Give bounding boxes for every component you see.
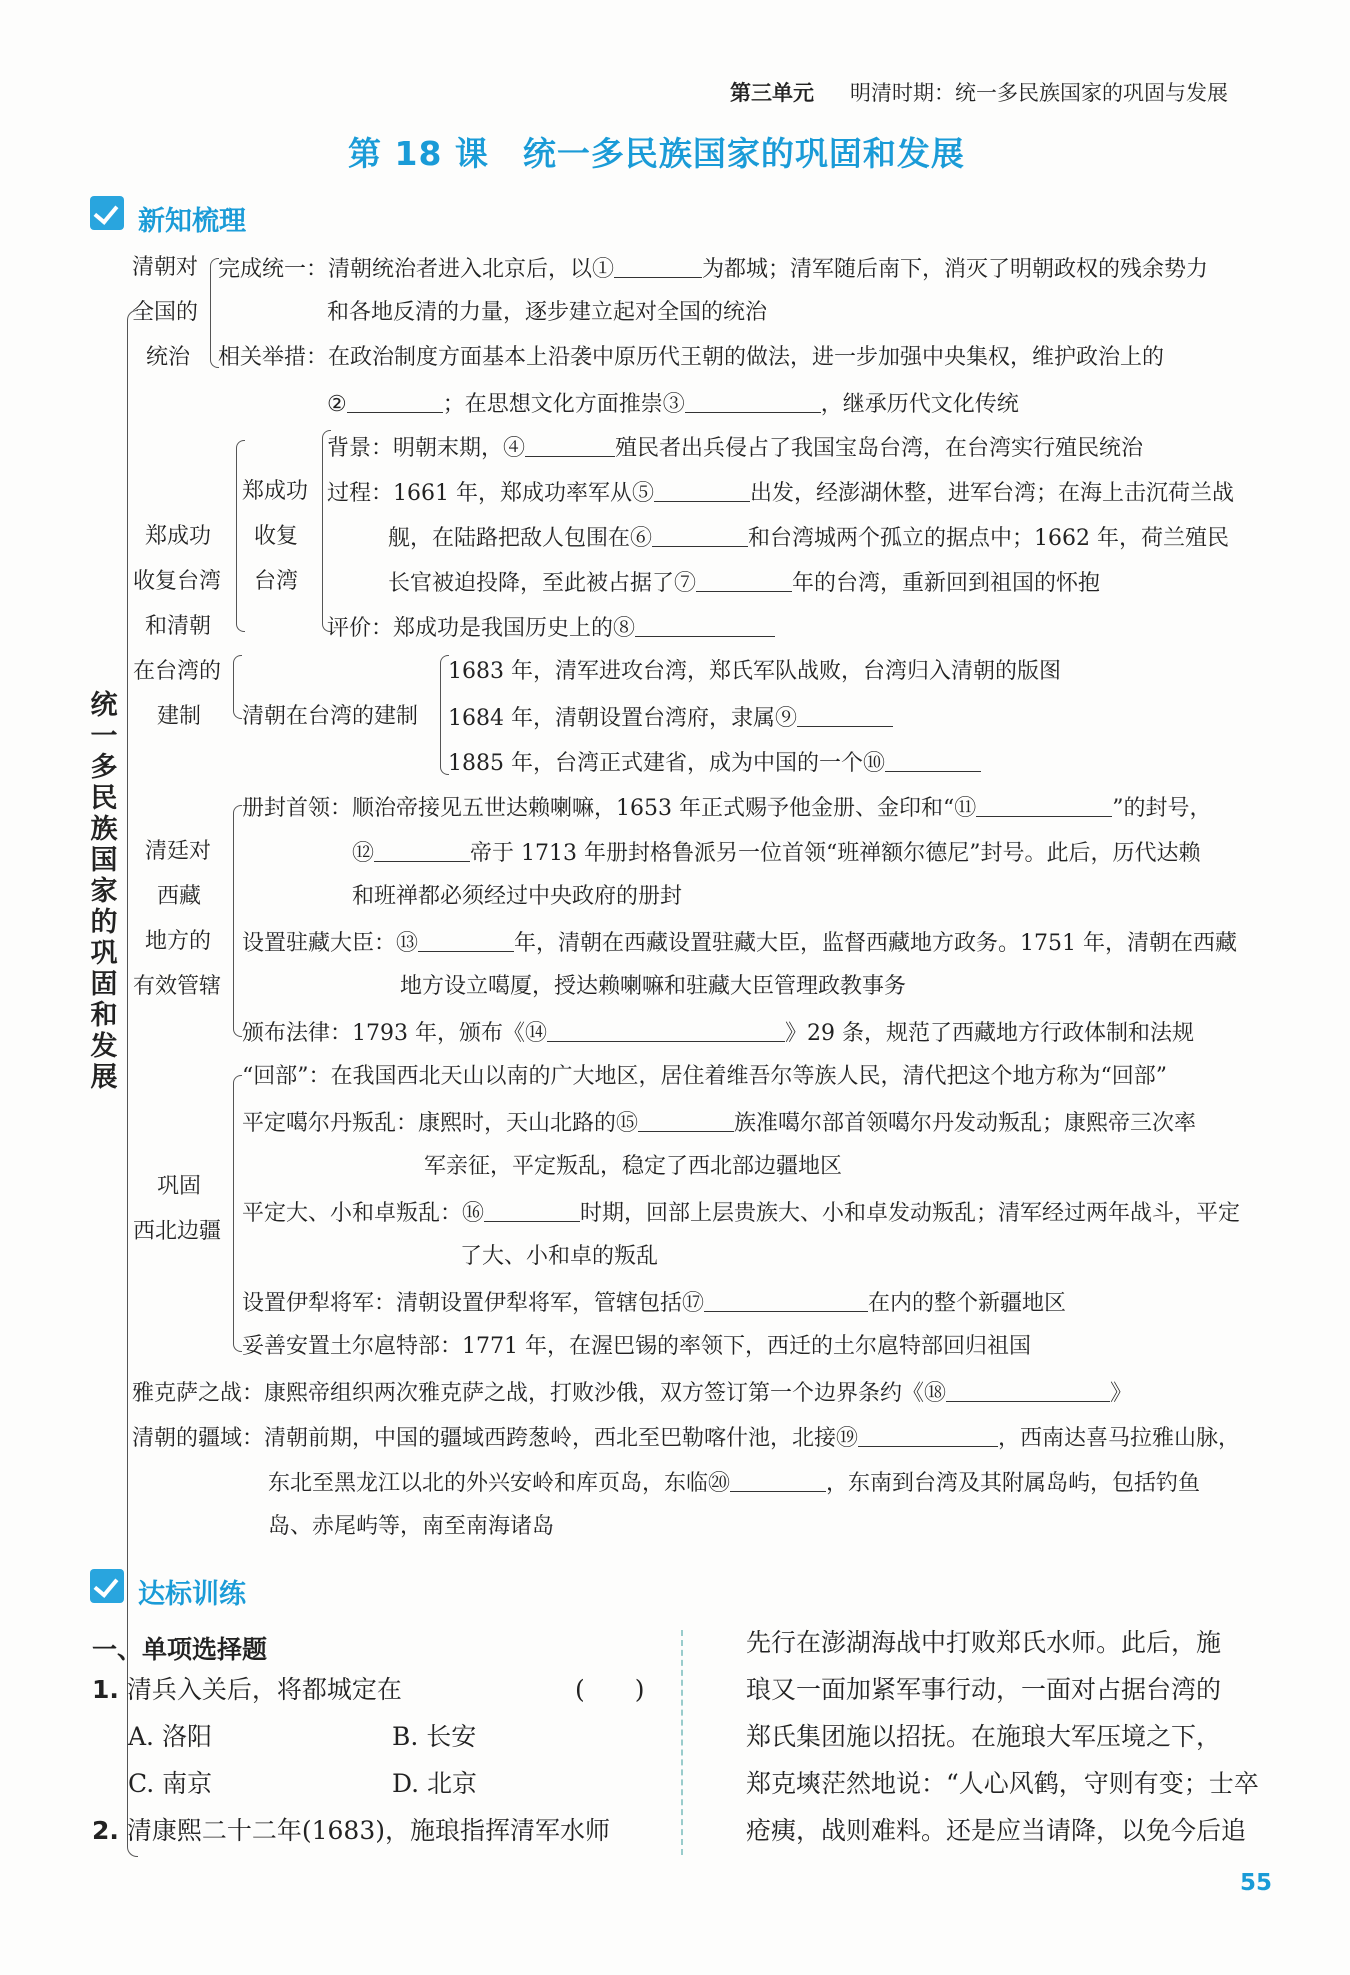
text-line: 郑氏集团施以招抚。在施琅大军压境之下，	[746, 1722, 1222, 1751]
question-2: 2. 清康熙二十二年(1683)，施琅指挥清军水师	[92, 1816, 610, 1845]
line: 背景：明朝末期，④ 殖民者出兵侵占了我国宝岛台湾，在台湾实行殖民统治	[327, 436, 1144, 461]
answer-paren[interactable]: ( )	[575, 1675, 645, 1704]
section-heading-practice: 达标训练	[138, 1579, 246, 1610]
line: 平定大、小和卓叛乱：⑯ 时期，回部上层贵族大、小和卓发动叛乱；清军经过两年战斗，平定	[242, 1201, 1241, 1226]
blank[interactable]	[635, 616, 775, 637]
line: 评价：郑成功是我国历史上的⑧	[327, 616, 775, 640]
line: 和各地反清的力量，逐步建立起对全国的统治	[327, 300, 768, 325]
option-a[interactable]: A. 洛阳	[128, 1722, 212, 1751]
text-line: 先行在澎湖海战中打败郑氏水师。此后，施	[746, 1628, 1222, 1657]
line: 设置驻藏大臣：⑬ 年，清朝在西藏设置驻藏大臣，监督西藏地方政务。1751 年，清朝在西藏	[242, 931, 1237, 956]
label: 在台湾的	[133, 659, 222, 684]
line: 和班禅都必须经过中央政府的册封	[352, 884, 683, 909]
blank[interactable]	[946, 1381, 1110, 1402]
blank[interactable]	[525, 436, 615, 457]
text-line: 琅又一面加紧军事行动，一面对占据台湾的	[746, 1675, 1222, 1704]
line: 雅克萨之战：康熙帝组织两次雅克萨之战，打败沙俄，双方签订第一个边界条约《⑱ 》	[132, 1381, 1133, 1406]
text-line: 疮痍，战则难料。还是应当请降，以免今后追	[746, 1816, 1247, 1845]
line: 东北至黑龙江以北的外兴安岭和库页岛，东临⑳ ，东南到台湾及其附属岛屿，包括钓鱼	[268, 1471, 1201, 1496]
option-c[interactable]: C. 南京	[128, 1769, 213, 1798]
pencil-icon	[90, 1569, 124, 1603]
brace-zheng	[236, 440, 245, 632]
label: 收复	[254, 524, 299, 549]
line: 舰，在陆路把敌人包围在⑥ 和台湾城两个孤立的据点中；1662 年，荷兰殖民	[388, 526, 1229, 551]
blank[interactable]	[418, 931, 514, 952]
unit-label: 第三单元	[730, 81, 814, 105]
blank[interactable]	[484, 1201, 580, 1222]
label: 地方的	[145, 929, 212, 954]
label: 西藏	[157, 884, 202, 909]
line: 岛、赤尾屿等，南至南海诸岛	[268, 1514, 555, 1539]
section-heading-new-knowledge: 新知梳理	[138, 206, 246, 237]
page-number: 55	[1240, 1870, 1273, 1896]
label: 全国的	[132, 300, 199, 325]
label: 有效管辖	[133, 974, 222, 999]
line: 1683 年，清军进攻台湾，郑氏军队战败，台湾归入清朝的版图	[448, 659, 1061, 684]
option-d[interactable]: D. 北京	[392, 1769, 478, 1798]
exercise-heading: 一、单项选择题	[92, 1635, 268, 1664]
line: 设置伊犁将军：清朝设置伊犁将军，管辖包括⑰ 在内的整个新疆地区	[242, 1291, 1067, 1316]
line: 1684 年，清朝设置台湾府，隶属⑨	[448, 706, 893, 730]
brace-taiwan	[233, 655, 242, 719]
blank[interactable]	[654, 481, 750, 502]
text-line: 郑克塽茫然地说：“人心风鹤，守则有变；士卒	[746, 1769, 1259, 1798]
main-brace	[127, 310, 138, 1857]
line: 地方设立噶厦，授达赖喇嘛和驻藏大臣管理政教事务	[400, 974, 907, 999]
label: 郑成功	[145, 524, 212, 549]
unit-subtitle: 明清时期：统一多民族国家的巩固与发展	[850, 81, 1228, 105]
column-divider	[681, 1630, 683, 1855]
blank[interactable]	[652, 526, 748, 547]
line: 完成统一：清朝统治者进入北京后，以① 为都城；清军随后南下，消灭了明朝政权的残余势力	[218, 257, 1209, 282]
line: 了大、小和卓的叛乱	[460, 1244, 659, 1269]
brace-tibet	[233, 805, 242, 1037]
label: 和清朝	[145, 614, 212, 639]
blank[interactable]	[614, 257, 702, 278]
line: “回部”：在我国西北天山以南的广大地区，居住着维吾尔等族人民，清代把这个地方称为“回部”	[242, 1064, 1167, 1089]
blank[interactable]	[547, 1021, 785, 1042]
label: 郑成功	[242, 479, 309, 504]
option-b[interactable]: B. 长安	[392, 1722, 477, 1751]
line: 平定噶尔丹叛乱：康熙时，天山北路的⑮ 族准噶尔部首领噶尔丹发动叛乱；康熙帝三次率	[242, 1111, 1197, 1136]
label: 西北边疆	[133, 1219, 222, 1244]
blank[interactable]	[696, 571, 792, 592]
label: 巩固	[157, 1174, 202, 1199]
line: ⑫ 帝于 1713 年册封格鲁派另一位首领“班禅额尔德尼”封号。此后，历代达赖	[352, 841, 1201, 866]
line: 相关举措：在政治制度方面基本上沿袭中原历代王朝的做法，进一步加强中央集权，维护政治上的	[218, 345, 1165, 370]
line: 过程：1661 年，郑成功率军从⑤ 出发，经澎湖休整，进军台湾；在海上击沉荷兰战	[327, 481, 1234, 506]
page-title: 第 18 课 统一多民族国家的巩固和发展	[348, 134, 965, 173]
blank[interactable]	[885, 751, 981, 772]
label: 建制	[157, 704, 202, 729]
vertical-title: 统一多民族国家的巩固和发展	[90, 690, 118, 1093]
blank[interactable]	[374, 841, 470, 862]
line: 长官被迫投降，至此被占据了⑦ 年的台湾，重新回到祖国的怀抱	[388, 571, 1101, 596]
blank[interactable]	[704, 1291, 868, 1312]
blank[interactable]	[347, 392, 443, 413]
line: 册封首领：顺治帝接见五世达赖喇嘛，1653 年正式赐予他金册、金印和“⑪ ”的封号，	[242, 796, 1212, 821]
brace-xinjiang	[233, 1075, 242, 1352]
line: 军亲征，平定叛乱，稳定了西北部边疆地区	[424, 1154, 843, 1179]
line: 1885 年，台湾正式建省，成为中国的一个⑩	[448, 751, 981, 775]
blank[interactable]	[976, 796, 1112, 817]
line-label: 清朝在台湾的建制	[242, 704, 419, 729]
label: 统治	[146, 345, 191, 370]
label: 台湾	[254, 569, 299, 594]
blank[interactable]	[730, 1471, 826, 1492]
label: 清廷对	[145, 839, 212, 864]
blank[interactable]	[858, 1426, 998, 1447]
line: 妥善安置土尔扈特部：1771 年，在渥巴锡的率领下，西迁的土尔扈特部回归祖国	[242, 1334, 1031, 1359]
checklist-icon	[90, 196, 124, 230]
line: 清朝的疆域：清朝前期，中国的疆域西跨葱岭，西北至巴勒喀什池，北接⑲ ，西南达喜马拉雅山脉，	[132, 1426, 1241, 1451]
label: 收复台湾	[133, 569, 222, 594]
line: 颁布法律：1793 年，颁布《⑭ 》29 条，规范了西藏地方行政体制和法规	[242, 1021, 1194, 1046]
blank[interactable]	[797, 706, 893, 727]
question-1: 1. 清兵入关后，将都城定在	[92, 1675, 402, 1704]
blank[interactable]	[685, 392, 821, 413]
blank[interactable]	[638, 1111, 734, 1132]
line: ② ；在思想文化方面推崇③ ，继承历代文化传统	[327, 392, 1019, 417]
label: 清朝对	[132, 255, 199, 280]
